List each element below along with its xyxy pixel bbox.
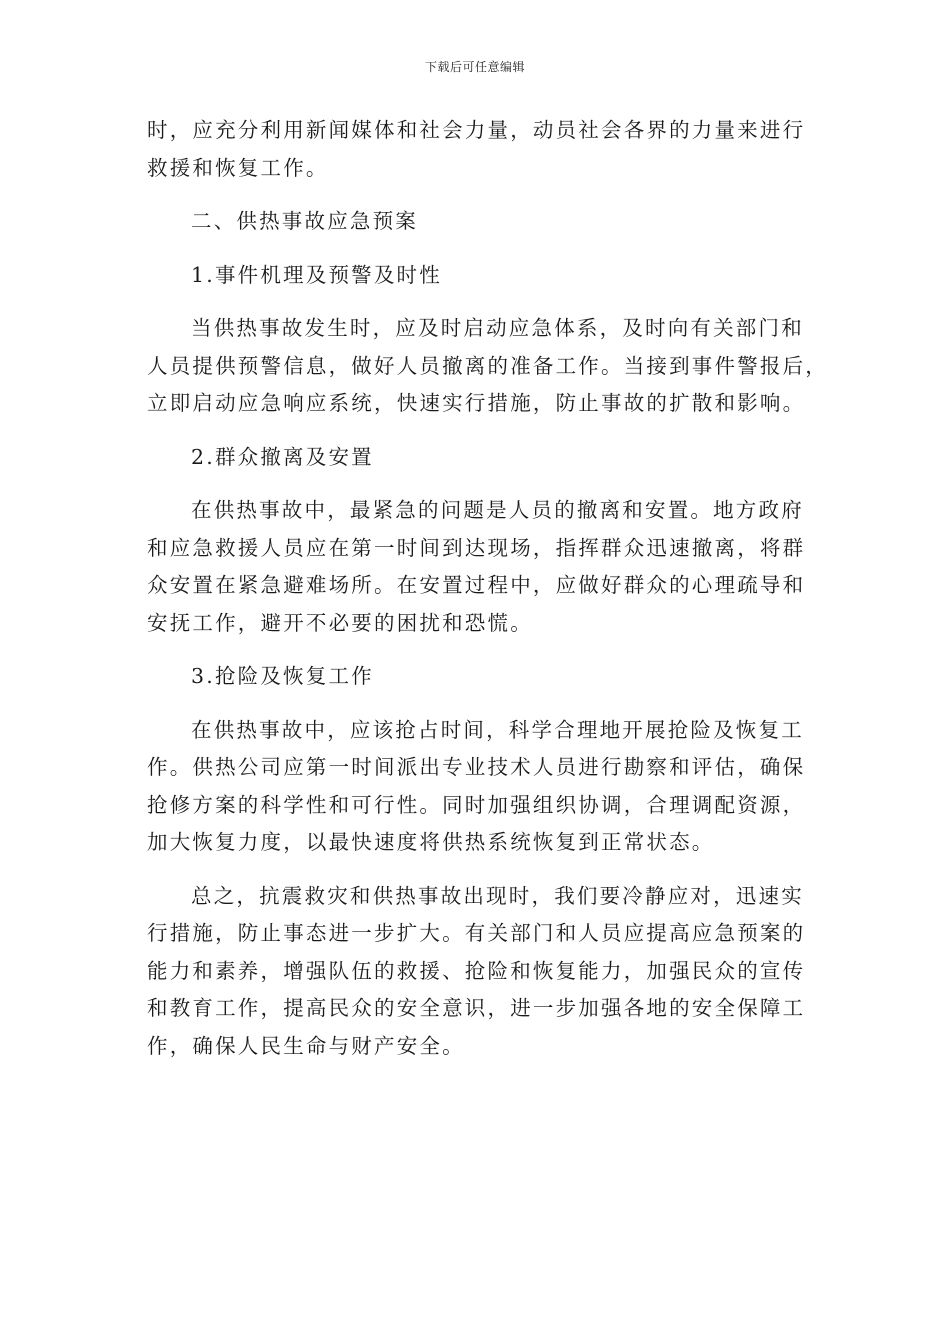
text-line: 时，应充分利用新闻媒体和社会力量，动员社会各界的力量来进行 — [147, 118, 806, 142]
paragraph-continuation — [147, 112, 807, 187]
text-line: 和教育工作，提高民众的安全意识，进一步加强各地的安全保障工 — [147, 996, 806, 1020]
text-line: 作。供热公司应第一时间派出专业技术人员进行勘察和评估，确保 — [147, 755, 806, 779]
text-line: 抢修方案的科学性和可行性。同时加强组织协调，合理调配资源， — [147, 792, 806, 817]
text-line: 总之，抗震救灾和供热事故出现时，我们要冷静应对，迅速实 — [191, 883, 804, 908]
paragraph — [147, 878, 807, 1066]
text-line: 能力和素养，增强队伍的救援、抢险和恢复能力，加强民众的宣传 — [147, 958, 806, 983]
text-line: 当供热事故发生时，应及时启动应急体系，及时向有关部门和 — [191, 316, 804, 340]
text-line: 人员提供预警信息，做好人员撤离的准备工作。当接到事件警报后， — [147, 353, 828, 378]
paragraph — [147, 712, 807, 862]
text-line: 众安置在紧急避难场所。在安置过程中，应做好群众的心理疏导和 — [147, 573, 806, 597]
text-line: 行措施，防止事态进一步扩大。有关部门和人员应提高应急预案的 — [147, 921, 806, 945]
subsection-heading: 1.事件机理及预警及时性 — [191, 262, 442, 287]
paragraph — [147, 492, 807, 642]
subsection-heading: 3.抢险及恢复工作 — [191, 664, 374, 688]
text-line: 在供热事故中，最紧急的问题是人员的撤离和安置。地方政府 — [191, 498, 804, 522]
paragraph — [147, 310, 828, 423]
subsection-heading: 2.群众撤离及安置 — [191, 444, 374, 469]
text-line: 作，确保人民生命与财产安全。 — [147, 1033, 465, 1058]
text-line: 立即启动应急响应系统，快速实行措施，防止事故的扩散和影响。 — [147, 391, 806, 415]
text-line: 安抚工作，避开不必要的困扰和恐慌。 — [147, 610, 533, 635]
document-body — [147, 112, 828, 1065]
download-note: 下载后可任意编辑 — [424, 60, 525, 74]
text-line: 加大恢复力度，以最快速度将供热系统恢复到正常状态。 — [147, 830, 715, 854]
text-line: 救援和恢复工作。 — [147, 155, 329, 180]
text-line: 和应急救援人员应在第一时间到达现场，指挥群众迅速撤离，将群 — [147, 535, 806, 560]
section-heading: 二、供热事故应急预案 — [191, 209, 418, 233]
text-line: 在供热事故中，应该抢占时间，科学合理地开展抢险及恢复工 — [191, 717, 804, 742]
